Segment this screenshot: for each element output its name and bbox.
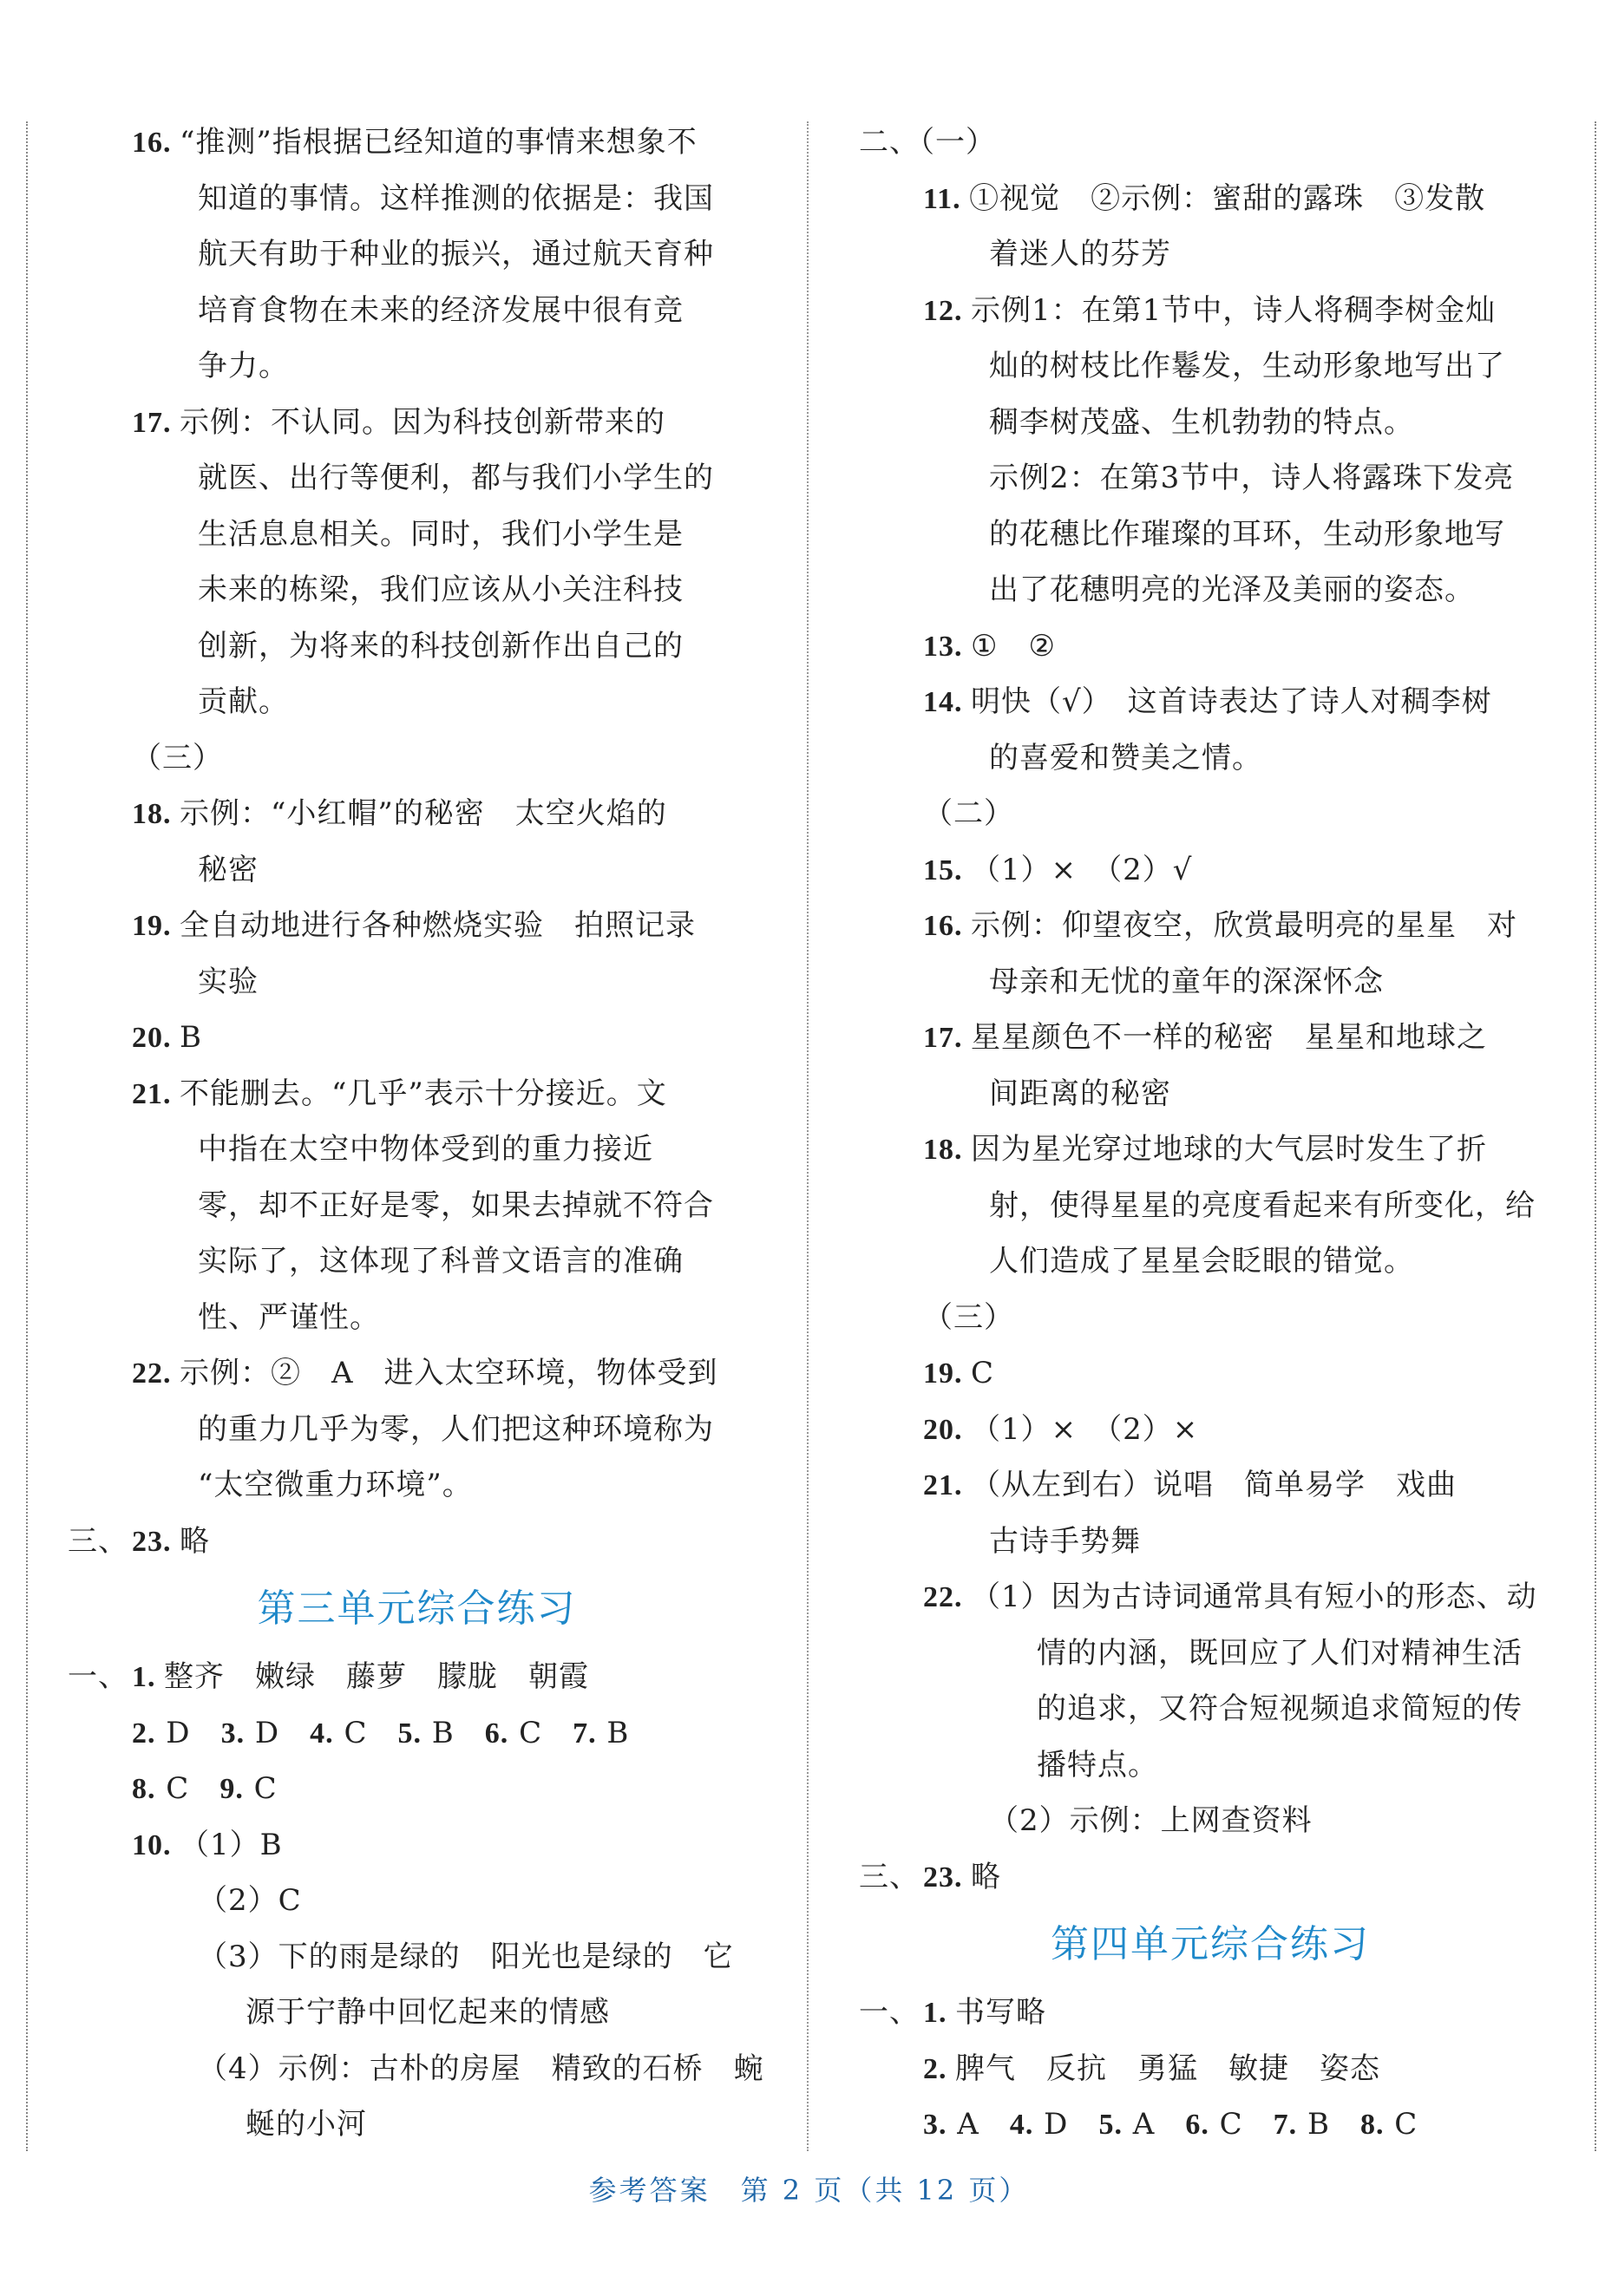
question-number: 17. <box>132 406 180 439</box>
answer-line <box>859 1122 1562 1178</box>
answer-text: 稠李树茂盛、生机勃勃的特点。 <box>989 404 1414 440</box>
answer-text: 播特点。 <box>1037 1747 1158 1783</box>
answer-text: 的花穗比作璀璨的耳环，生动形象地写 <box>989 516 1505 552</box>
answer-line <box>859 1626 1562 1682</box>
column-divider <box>807 121 809 2151</box>
answer-line <box>68 898 766 954</box>
answer-line <box>68 562 766 618</box>
answer-text: B <box>1297 2107 1360 2142</box>
answer-text: B <box>421 1715 485 1750</box>
answer-text: 母亲和无忧的童年的深深怀念 <box>989 964 1384 999</box>
answer-text: 整齐 嫩绿 藤萝 朦胧 朝霞 <box>164 1659 589 1694</box>
answer-text: 航天有助于种业的振兴，通过航天育种 <box>198 237 714 271</box>
answer-line <box>68 1929 766 1985</box>
answer-line <box>68 730 766 787</box>
question-number: 9. <box>219 1773 244 1805</box>
answer-text: C <box>508 1715 573 1750</box>
question-number: 6. <box>484 1717 509 1750</box>
answer-text: “太空微重力环境”。 <box>198 1468 473 1502</box>
answer-line <box>859 283 1562 339</box>
answer-line <box>859 674 1562 730</box>
answer-line <box>859 450 1562 507</box>
answer-text: 示例：“小红帽”的秘密 太空火焰的 <box>180 796 667 831</box>
answer-line <box>859 1514 1562 1570</box>
question-number: 19. <box>132 910 180 942</box>
answer-line <box>68 1985 766 2041</box>
answer-text: 星星颜色不一样的秘密 星星和地球之 <box>971 1020 1487 1055</box>
question-number: 5. <box>1098 2109 1123 2141</box>
answer-line <box>68 1402 766 1458</box>
answer-text: B <box>596 1715 630 1750</box>
answer-line <box>68 1705 766 1762</box>
answer-text: 未来的栋梁，我们应该从小关注科技 <box>198 572 684 607</box>
answer-text: 的追求，又符合短视频追求简短的传 <box>1037 1691 1523 1726</box>
answer-text: 中指在太空中物体受到的重力接近 <box>198 1132 653 1167</box>
question-number: 23. <box>132 1525 180 1558</box>
answer-text: （1）× （2）√ <box>971 852 1193 887</box>
answer-text: 不能删去。“几乎”表示十分接近。文 <box>180 1076 667 1111</box>
answer-text: （2）C <box>198 1883 302 1918</box>
answer-line <box>68 618 766 675</box>
answer-text: 示例：不认同。因为科技创新带来的 <box>180 404 665 440</box>
answer-line <box>859 1569 1562 1626</box>
question-number: 16. <box>132 127 180 159</box>
question-number: 7. <box>573 1717 597 1750</box>
answer-line <box>859 786 1562 842</box>
answer-text: （二） <box>923 796 1014 831</box>
answer-text: 略 <box>971 1859 1001 1894</box>
answer-line <box>859 730 1562 787</box>
answer-line <box>859 1345 1562 1402</box>
question-number: 8. <box>1359 2109 1385 2141</box>
answer-text: 示例：仰望夜空，欣赏最明亮的星星 对 <box>971 908 1517 943</box>
answer-text: 秘密 <box>198 852 259 887</box>
answer-text: C <box>155 1771 220 1806</box>
answer-text: 知道的事情。这样推测的依据是：我国 <box>198 180 714 216</box>
answer-text: （从左到右）说唱 简单易学 戏曲 <box>971 1468 1457 1502</box>
section-marker: 三、 <box>859 1859 920 1894</box>
question-number: 3. <box>923 2109 947 2141</box>
answer-line <box>68 226 766 283</box>
question-number: 21. <box>132 1077 180 1110</box>
answer-text: 人们造成了星星会眨眼的错觉。 <box>989 1244 1414 1279</box>
question-number: 1. <box>923 1997 955 2029</box>
answer-line <box>68 1345 766 1402</box>
answer-line <box>68 283 766 339</box>
answer-line <box>859 114 1562 171</box>
answer-text: 射，使得星星的亮度看起来有所变化，给 <box>989 1187 1536 1223</box>
question-number: 10. <box>132 1828 180 1861</box>
answer-line <box>859 171 1562 227</box>
answer-text: 灿的树枝比作鬈发，生动形象地写出了 <box>989 349 1505 383</box>
answer-line <box>859 507 1562 563</box>
answer-line <box>68 507 766 563</box>
question-number: 11. <box>923 182 970 215</box>
page-footer: 参考答案 第 2 页（共 12 页） <box>588 2174 1030 2207</box>
answer-text: 脾气 反抗 勇猛 敏捷 姿态 <box>955 2051 1380 2086</box>
answer-line <box>68 1010 766 1066</box>
answer-text: 蜒的小河 <box>246 2107 367 2142</box>
answer-line <box>859 562 1562 618</box>
answer-line <box>859 1737 1562 1794</box>
question-number: 22. <box>923 1581 971 1613</box>
right-column <box>859 114 1562 2153</box>
answer-text: 出了花穗明亮的光泽及美丽的姿态。 <box>989 572 1475 607</box>
answer-text: （4）示例：古朴的房屋 精致的石桥 蜿 <box>198 2051 764 2086</box>
question-number: 22. <box>132 1357 180 1390</box>
question-number: 19. <box>923 1357 971 1390</box>
question-number: 17. <box>923 1022 971 1054</box>
answer-text: 古诗手势舞 <box>989 1523 1141 1559</box>
answer-text: 生活息息相关。同时，我们小学生是 <box>198 516 684 552</box>
answer-line <box>68 1178 766 1234</box>
answer-line <box>68 674 766 730</box>
answer-text: A <box>947 2107 1010 2142</box>
answer-text: C <box>1209 2107 1274 2142</box>
answer-line <box>859 1178 1562 1234</box>
question-number: 13. <box>923 630 971 663</box>
answer-line <box>859 898 1562 954</box>
answer-line <box>859 954 1562 1011</box>
answer-line <box>68 1817 766 1874</box>
answer-line <box>859 1290 1562 1346</box>
question-number: 3. <box>220 1717 246 1750</box>
answer-line <box>859 1793 1562 1849</box>
answer-line <box>68 1290 766 1346</box>
answer-line <box>859 1402 1562 1458</box>
answer-text: 零，却不正好是零，如果去掉就不符合 <box>198 1187 714 1223</box>
answer-text: “推测”指根据已经知道的事情来想象不 <box>180 125 698 160</box>
answer-text: ①视觉 ②示例：蜜甜的露珠 ③发散 <box>969 180 1486 216</box>
answer-text: D <box>245 1715 311 1750</box>
answer-line <box>68 1514 766 1570</box>
answer-text: ① ② <box>971 628 1056 664</box>
answer-text: D <box>155 1715 221 1750</box>
answer-line <box>68 786 766 842</box>
section-marker: 二、（一） <box>859 125 996 160</box>
section-heading: 第四单元综合练习 <box>1051 1922 1370 1966</box>
question-number: 15. <box>923 854 971 886</box>
answer-line <box>68 2041 766 2097</box>
question-number: 6. <box>1185 2109 1209 2141</box>
answer-text: 实际了，这体现了科普文语言的准确 <box>198 1244 684 1279</box>
left-margin-rule <box>26 121 28 2151</box>
answer-line <box>859 1985 1562 2041</box>
answer-text: C <box>333 1715 398 1750</box>
answer-line <box>859 1233 1562 1290</box>
answer-line <box>68 1873 766 1929</box>
answer-line <box>68 1122 766 1178</box>
answer-text: 贡献。 <box>198 684 289 719</box>
question-number: 4. <box>1009 2109 1034 2141</box>
section-marker: 一、 <box>68 1659 128 1694</box>
question-number: 2. <box>132 1717 156 1750</box>
answer-line <box>859 1010 1562 1066</box>
question-number: 20. <box>923 1413 971 1446</box>
answer-line <box>859 395 1562 451</box>
answer-line <box>68 450 766 507</box>
answer-line <box>68 1066 766 1122</box>
answer-text: 情的内涵，既回应了人们对精神生活 <box>1037 1635 1523 1671</box>
question-number: 1. <box>132 1661 164 1693</box>
question-number: 14. <box>923 686 971 718</box>
answer-line <box>68 395 766 451</box>
left-column <box>68 114 766 2153</box>
question-number: 18. <box>923 1134 971 1166</box>
answer-text: 的重力几乎为零，人们把这种环境称为 <box>198 1411 714 1447</box>
answer-text: 明快（√） 这首诗表达了诗人对稠李树 <box>971 684 1492 719</box>
answer-text: 性、严谨性。 <box>198 1299 380 1335</box>
section-marker: 一、 <box>859 1995 920 2030</box>
question-number: 2. <box>923 2052 955 2085</box>
answer-line <box>859 1681 1562 1737</box>
answer-text: （三） <box>923 1299 1014 1335</box>
answer-text: 间距离的秘密 <box>989 1076 1171 1111</box>
answer-line <box>68 171 766 227</box>
right-margin-rule <box>1595 121 1596 2151</box>
question-number: 23. <box>923 1861 971 1894</box>
question-number: 20. <box>132 1022 180 1054</box>
answer-line <box>859 1849 1562 1906</box>
answer-text: （3）下的雨是绿的 阳光也是绿的 它 <box>198 1939 734 1974</box>
question-number: 8. <box>132 1773 156 1805</box>
answer-line <box>68 1761 766 1817</box>
answer-text: A <box>1122 2107 1186 2142</box>
answer-text: B <box>180 1020 202 1055</box>
answer-text: 源于宁静中回忆起来的情感 <box>246 1995 610 2030</box>
answer-text: 的喜爱和赞美之情。 <box>989 740 1262 775</box>
answer-text: （2）示例：上网查资料 <box>989 1803 1313 1838</box>
answer-line <box>68 1649 766 1705</box>
answer-line <box>859 842 1562 899</box>
answer-text: （1）B <box>180 1827 283 1862</box>
answer-line <box>68 1457 766 1514</box>
answer-text: C <box>243 1771 278 1806</box>
answer-line <box>859 2096 1562 2153</box>
question-number: 12. <box>923 294 971 327</box>
answer-text: 实验 <box>198 964 259 999</box>
answer-line <box>68 338 766 395</box>
answer-text: （1）因为古诗词通常具有短小的形态、动 <box>971 1580 1537 1614</box>
answer-line <box>68 954 766 1011</box>
question-number: 18. <box>132 798 180 830</box>
answer-text: 培育食物在未来的经济发展中很有竞 <box>198 292 684 328</box>
answer-line <box>859 338 1562 395</box>
answer-text: D <box>1033 2107 1099 2142</box>
answer-text: 因为星光穿过地球的大气层时发生了折 <box>971 1132 1487 1167</box>
answer-text: C <box>971 1356 995 1390</box>
answer-text: 示例：② A 进入太空环境，物体受到 <box>180 1356 718 1390</box>
answer-line <box>859 1457 1562 1514</box>
answer-text: 略 <box>180 1523 210 1559</box>
answer-line <box>68 842 766 899</box>
answer-text: 着迷人的芬芳 <box>989 237 1171 271</box>
answer-text: C <box>1384 2107 1418 2142</box>
section-heading: 第三单元综合练习 <box>257 1586 577 1631</box>
answer-text: 创新，为将来的科技创新作出自己的 <box>198 628 684 664</box>
answer-text: 争力。 <box>198 349 289 383</box>
answer-text: 书写略 <box>955 1995 1046 2030</box>
question-number: 5. <box>397 1717 422 1750</box>
question-number: 7. <box>1273 2109 1298 2141</box>
answer-text: （1）× （2）× <box>971 1411 1199 1447</box>
answer-line <box>859 618 1562 675</box>
section-marker: 三、 <box>68 1523 128 1559</box>
answer-line <box>859 1066 1562 1122</box>
question-number: 4. <box>310 1717 334 1750</box>
answer-line <box>859 226 1562 283</box>
answer-text: 示例2：在第3节中，诗人将露珠下发亮 <box>989 461 1515 495</box>
answer-line <box>68 1233 766 1290</box>
answer-line <box>68 114 766 171</box>
question-number: 21. <box>923 1469 971 1501</box>
answer-line <box>68 2096 766 2153</box>
answer-text: （三） <box>132 740 223 775</box>
question-number: 16. <box>923 910 971 942</box>
answer-line <box>859 2041 1562 2097</box>
answer-text: 全自动地进行各种燃烧实验 拍照记录 <box>180 908 696 943</box>
answer-text: 示例1：在第1节中，诗人将稠李树金灿 <box>971 292 1497 328</box>
answer-text: 就医、出行等便利，都与我们小学生的 <box>198 461 714 495</box>
